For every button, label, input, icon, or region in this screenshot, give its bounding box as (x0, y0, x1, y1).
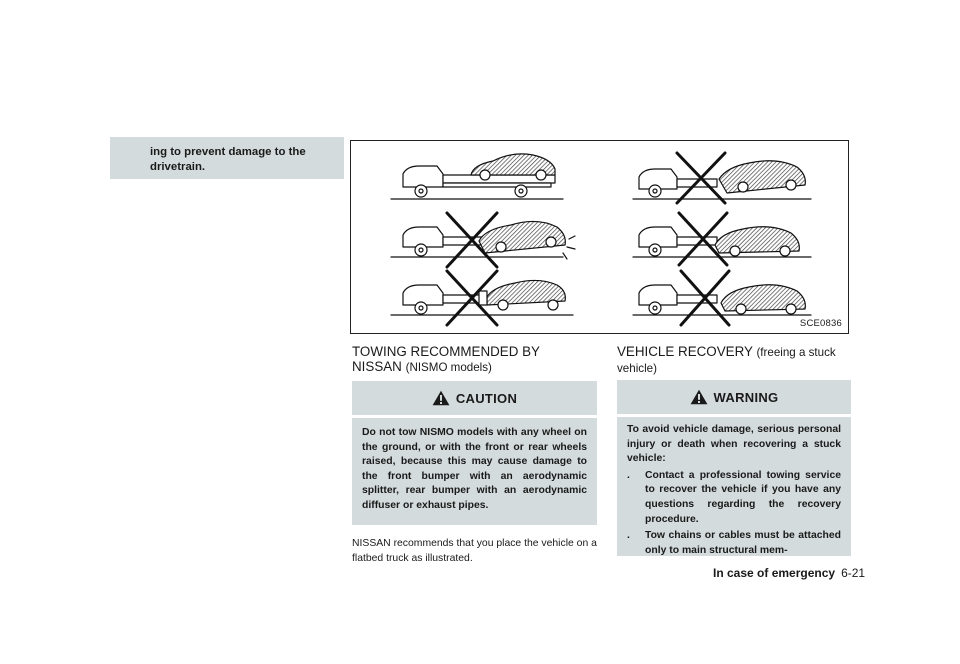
warning-title: WARNING (713, 389, 779, 405)
front-lift-tow-figure (633, 213, 811, 265)
wheel-lift-tow-figure (391, 213, 575, 267)
warning-text (627, 423, 841, 558)
caution-divider (352, 415, 597, 418)
footer-section: In case of emergency (713, 566, 836, 580)
warning-intro: To avoid vehicle damage, serious personal injury or death when recovering a stuck vehicle: (627, 424, 841, 465)
recovery-heading-sub: (freeing a stuck vehicle) (617, 346, 836, 375)
warning-header (627, 380, 841, 414)
towing-heading (352, 344, 592, 375)
caution-text: Do not tow NISMO models with any wheel on the ground, or with the front or rear wheels raised, because this may cause damage to the front bumper with an aerodynamic splitter, rear bumper with an aerodynamic diffuser or exhaust pipes. (362, 427, 587, 511)
caution-box (352, 381, 597, 525)
warning-box (617, 380, 851, 556)
warning-bullet (627, 529, 841, 558)
warning-triangle-icon (432, 390, 450, 406)
flatbed-recommendation: NISSAN recommends that you place the vehicle on a flatbed truck as illustrated. (352, 538, 597, 564)
caution-header (362, 381, 587, 415)
recovery-heading-text: VEHICLE RECOVERY (617, 344, 753, 359)
warning-divider (617, 414, 851, 417)
caution-title: CAUTION (455, 390, 518, 406)
hook-tow-figure (633, 271, 811, 325)
warning-bullet (627, 469, 841, 527)
page-number: 6-21 (841, 566, 866, 580)
warning-bullet-text: Contact a professional towing service to recover the vehicle if you have any questions regarding the recovery procedure. (645, 469, 841, 525)
figure-code: SCE0836 (799, 318, 842, 329)
recovery-heading (617, 344, 857, 376)
warning-triangle-icon (690, 389, 708, 405)
dolly-tow-figure (391, 271, 573, 325)
flatbed-truck-figure (391, 154, 563, 199)
towing-diagram (351, 141, 848, 333)
bullet-mark: . (627, 469, 630, 481)
page-footer (713, 566, 865, 580)
bullet-mark: . (627, 530, 630, 542)
rear-lift-tow-figure (633, 153, 811, 203)
continued-text-box (110, 137, 344, 179)
towing-heading-sub: (NISMO models) (405, 361, 492, 374)
towing-heading-text: TOWING RECOMMENDED BY NISSAN (352, 344, 540, 374)
towing-illustration (350, 140, 849, 334)
continued-text: ing to prevent damage to the drivetrain. (150, 146, 306, 173)
warning-bullet-text: Tow chains or cables must be attached only to main structural mem- (645, 530, 841, 556)
